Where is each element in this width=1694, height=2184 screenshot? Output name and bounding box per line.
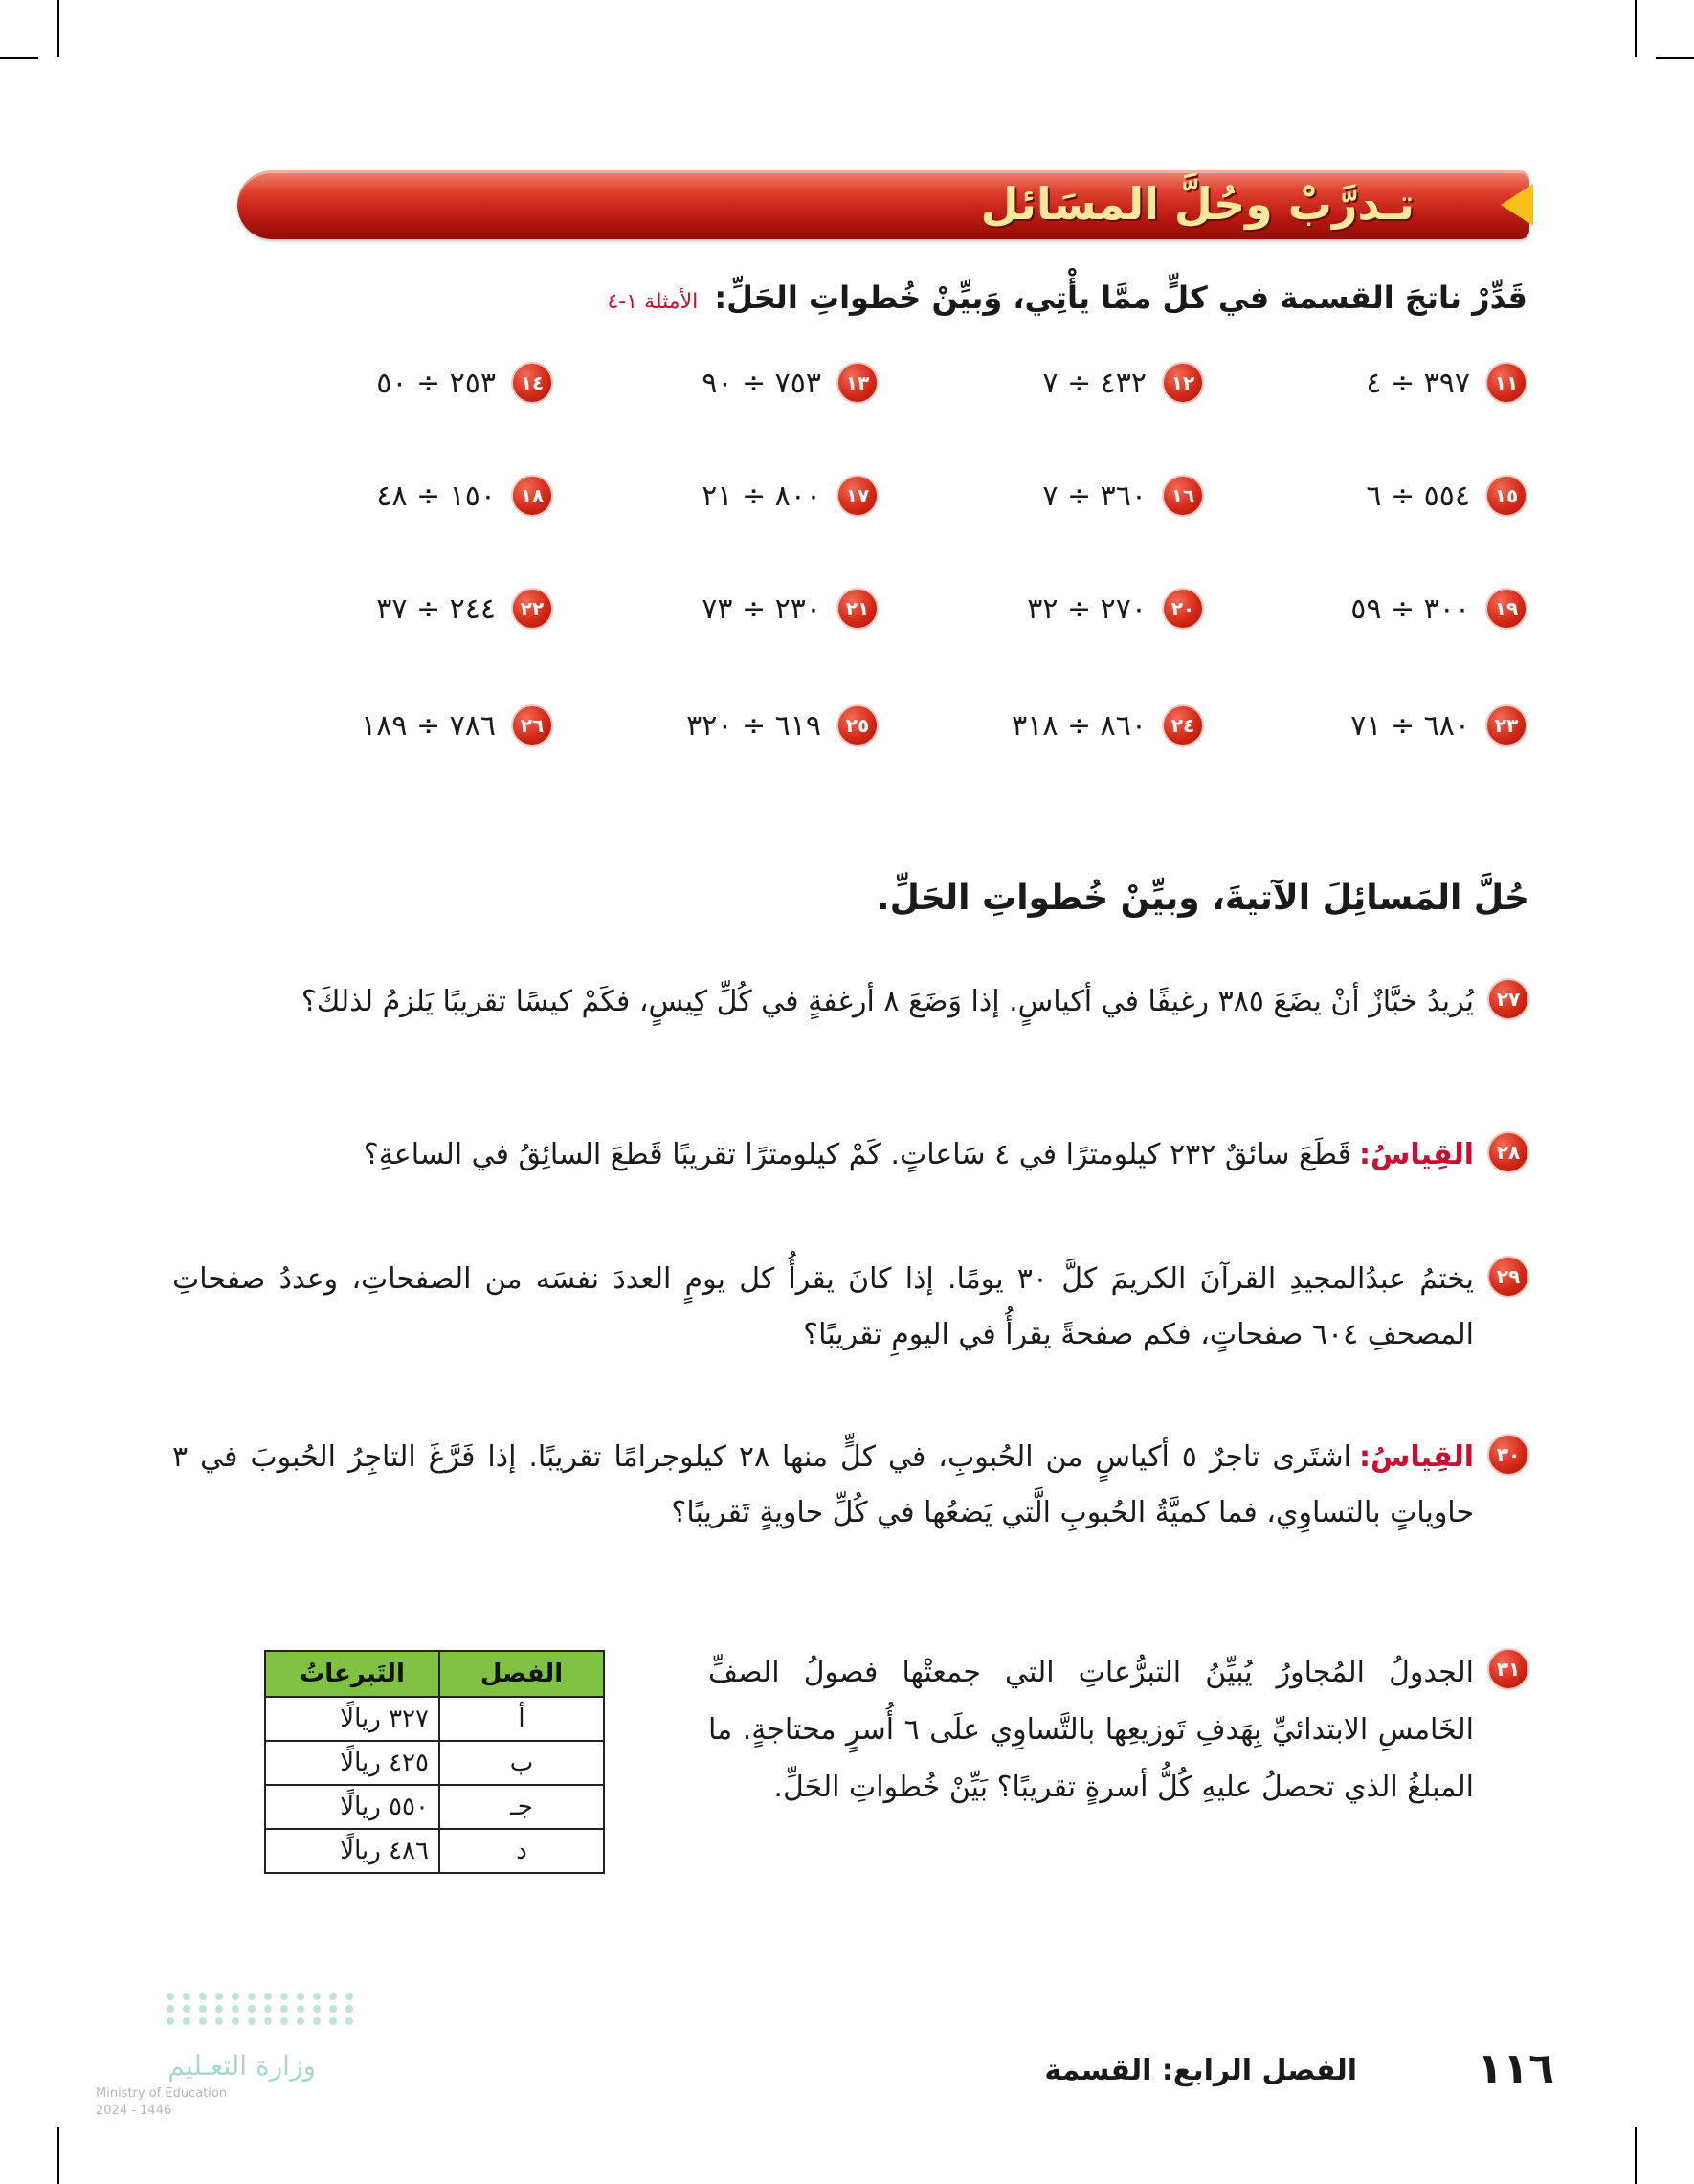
problem-text bbox=[364, 1127, 1474, 1183]
instruction-text: قَدِّرْ ناتجَ القسمة في كلٍّ ممَّا يأْتِي، وَبيِّنْ خُطواتِ الحَلِّ: bbox=[714, 279, 1527, 316]
banner-arrow-icon bbox=[1501, 184, 1533, 226]
banner-title: تـدرَّبْ وحُلَّ المسَائل bbox=[980, 178, 1415, 230]
exercise-expression: ٧٥٣ ÷ ٩٠ bbox=[702, 366, 821, 400]
crop-mark bbox=[57, 2127, 59, 2184]
exercise-number-badge: ١٧ bbox=[836, 475, 879, 517]
exercise-expression: ٣٠٠ ÷ ٥٩ bbox=[1350, 591, 1470, 626]
word-problem bbox=[170, 1430, 1529, 1541]
exercise-expression: ٢٤٤ ÷ ٣٧ bbox=[376, 591, 496, 626]
problem-text bbox=[172, 1430, 1474, 1541]
exercise-expression: ٢٧٠ ÷ ٣٢ bbox=[1027, 591, 1147, 626]
amount-cell: ٤٢٥ ريالًا bbox=[265, 1741, 439, 1785]
exercise-item bbox=[1012, 704, 1204, 747]
chapter-title: الفصل الرابع: القسمة bbox=[1044, 2054, 1357, 2087]
ministry-logo bbox=[96, 1993, 316, 2127]
table-header-row bbox=[265, 1651, 604, 1697]
exercise-number-badge: ١٦ bbox=[1162, 475, 1204, 517]
class-cell: ب bbox=[439, 1741, 604, 1785]
exercise-expression: ٧٨٦ ÷ ١٨٩ bbox=[361, 708, 496, 743]
exercise-expression: ٥٥٤ ÷ ٦ bbox=[1366, 479, 1470, 513]
problem-body: اشتَرى تاجرٌ ٥ أكياسٍ من الحُبوبِ، في كلٍّ منها ٢٨ كيلوجرامًا تقريبًا. إذا فَرَّغَ التاجِرُ الحُبوبَ في ٣ حاوياتٍ بالتساوِي، فما كميَّةُ الحُبوبِ الَّتي يَضعُها في كُلِّ حاويةٍ تَقريبًا؟ bbox=[172, 1440, 1474, 1529]
estimate-instruction bbox=[607, 279, 1527, 316]
problem-number-badge: ٢٨ bbox=[1487, 1131, 1529, 1173]
crop-mark bbox=[57, 0, 59, 57]
table-row bbox=[265, 1829, 604, 1873]
exercise-item bbox=[1042, 362, 1204, 404]
column-header-donations: التَبرعاتُ bbox=[265, 1651, 439, 1697]
crop-mark bbox=[1635, 2127, 1637, 2184]
donations-table bbox=[264, 1650, 605, 1874]
table-row bbox=[265, 1741, 604, 1785]
exercise-number-badge: ٢٤ bbox=[1162, 704, 1204, 747]
measurement-label: القِياسُ: bbox=[1358, 1440, 1474, 1474]
exercise-item bbox=[376, 362, 553, 404]
word-problem bbox=[706, 1644, 1529, 1816]
table-row bbox=[265, 1697, 604, 1741]
table-row bbox=[265, 1785, 604, 1829]
exercise-number-badge: ٢٥ bbox=[836, 704, 879, 747]
exercise-expression: ٢٥٣ ÷ ٥٠ bbox=[376, 366, 496, 400]
exercise-item bbox=[376, 475, 553, 517]
problem-text: يُريدُ خبَّازٌ أنْ يضَعَ ٣٨٥ رغيفًا في أكياسٍ. إذا وَضَعَ ٨ أرغفةٍ في كُلِّ كِيسٍ، فكَمْ كيسًا تقريبًا يَلزمُ لذلكَ؟ bbox=[301, 985, 1474, 1018]
exercise-number-badge: ٢٢ bbox=[511, 588, 553, 630]
exercise-number-badge: ١٩ bbox=[1485, 588, 1527, 630]
class-cell: د bbox=[439, 1829, 604, 1873]
exercise-expression: ٦٨٠ ÷ ٧١ bbox=[1350, 708, 1470, 743]
problem-body: قَطَعَ سائقٌ ٢٣٢ كيلومترًا في ٤ سَاعاتٍ. كَمْ كيلومترًا تقريبًا قَطعَ السائِقُ في الساعةِ؟ bbox=[363, 1138, 1351, 1171]
exercise-expression: ١٥٠ ÷ ٤٨ bbox=[376, 479, 496, 513]
exercise-item bbox=[1042, 475, 1204, 517]
exercise-expression: ٦١٩ ÷ ٣٢٠ bbox=[686, 708, 821, 743]
exercise-item bbox=[361, 704, 553, 747]
problem-text: يختمُ عبدُالمجيدِ القرآنَ الكريمَ كلَّ ٣٠ يومًا. إذا كانَ يقرأُ كل يومٍ العددَ نفسَه من الصفحاتِ، وعددُ صفحاتِ المصحفِ ٦٠٤ صفحاتٍ، فكم صفحةً يقرأُ في اليومِ تقريبًا؟ bbox=[172, 1262, 1474, 1351]
problem-number-badge: ٣٠ bbox=[1487, 1434, 1529, 1476]
problem-number-badge: ٢٩ bbox=[1487, 1256, 1529, 1298]
word-problem bbox=[170, 974, 1529, 1030]
amount-cell: ٥٥٠ ريالًا bbox=[265, 1785, 439, 1829]
edition-year: 2024 - 1446 bbox=[96, 2104, 172, 2118]
exercise-item bbox=[702, 362, 879, 404]
exercise-item bbox=[686, 704, 879, 747]
measurement-label: القِياسُ: bbox=[1358, 1138, 1474, 1171]
examples-reference: الأمثلة ١-٤ bbox=[607, 290, 699, 314]
problem-text: الجدولُ المُجاورُ يُبيِّنُ التبرُّعاتِ التي جمعتْها فصولُ الصفِّ الخَامسِ الابتدائيِّ بِهَدفِ تَوزيعِها بالتَّساوِي علَى ٦ أُسرٍ محتاجةٍ. ما المبلغُ الذي تحصلُ عليهِ كُلُّ أسرةٍ تقريبًا؟ بَيِّنْ خُطواتِ الحَلِّ. bbox=[708, 1656, 1475, 1804]
section-banner bbox=[237, 170, 1529, 239]
crop-mark bbox=[1656, 57, 1694, 59]
exercise-number-badge: ١٥ bbox=[1485, 475, 1527, 517]
ministry-name-en: Ministry of Education bbox=[96, 2086, 228, 2101]
problems-heading: حُلَّ المَسائِلَ الآتيةَ، وبيِّنْ خُطواتِ الحَلِّ. bbox=[876, 879, 1529, 918]
exercise-expression: ٣٩٧ ÷ ٤ bbox=[1366, 366, 1470, 400]
crop-mark bbox=[0, 57, 38, 59]
ministry-name-ar: وزارة التعـليم bbox=[167, 2050, 316, 2082]
page-number: ١١٦ bbox=[1477, 2044, 1554, 2093]
exercise-item bbox=[1366, 362, 1527, 404]
crop-mark bbox=[1635, 0, 1637, 57]
exercise-item bbox=[1027, 588, 1204, 630]
exercise-item bbox=[1366, 475, 1527, 517]
exercise-item bbox=[1350, 588, 1527, 630]
exercise-number-badge: ١١ bbox=[1485, 362, 1527, 404]
exercise-expression: ٨٦٠ ÷ ٣١٨ bbox=[1012, 708, 1147, 743]
amount-cell: ٤٨٦ ريالًا bbox=[265, 1829, 439, 1873]
exercise-item bbox=[702, 475, 879, 517]
column-header-class: الفصل bbox=[439, 1651, 604, 1697]
exercise-expression: ٢٣٠ ÷ ٧٣ bbox=[702, 591, 821, 626]
exercise-number-badge: ٢٦ bbox=[511, 704, 553, 747]
exercise-expression: ٨٠٠ ÷ ٢١ bbox=[702, 479, 821, 513]
class-cell: جـ bbox=[439, 1785, 604, 1829]
problem-number-badge: ٣١ bbox=[1487, 1648, 1529, 1690]
exercise-number-badge: ١٣ bbox=[836, 362, 879, 404]
class-cell: أ bbox=[439, 1697, 604, 1741]
exercise-number-badge: ١٤ bbox=[511, 362, 553, 404]
exercise-number-badge: ١٨ bbox=[511, 475, 553, 517]
logo-dots-icon bbox=[163, 1993, 353, 2025]
exercise-number-badge: ١٢ bbox=[1162, 362, 1204, 404]
exercise-number-badge: ٢٠ bbox=[1162, 588, 1204, 630]
exercise-expression: ٤٣٢ ÷ ٧ bbox=[1042, 366, 1147, 400]
exercise-item bbox=[702, 588, 879, 630]
exercise-number-badge: ٢٣ bbox=[1485, 704, 1527, 747]
word-problem bbox=[170, 1127, 1529, 1183]
exercise-expression: ٣٦٠ ÷ ٧ bbox=[1042, 479, 1147, 513]
exercise-number-badge: ٢١ bbox=[836, 588, 879, 630]
amount-cell: ٣٢٧ ريالًا bbox=[265, 1697, 439, 1741]
word-problem bbox=[170, 1252, 1529, 1363]
problem-number-badge: ٢٧ bbox=[1487, 978, 1529, 1020]
exercise-item bbox=[376, 588, 553, 630]
exercise-item bbox=[1350, 704, 1527, 747]
